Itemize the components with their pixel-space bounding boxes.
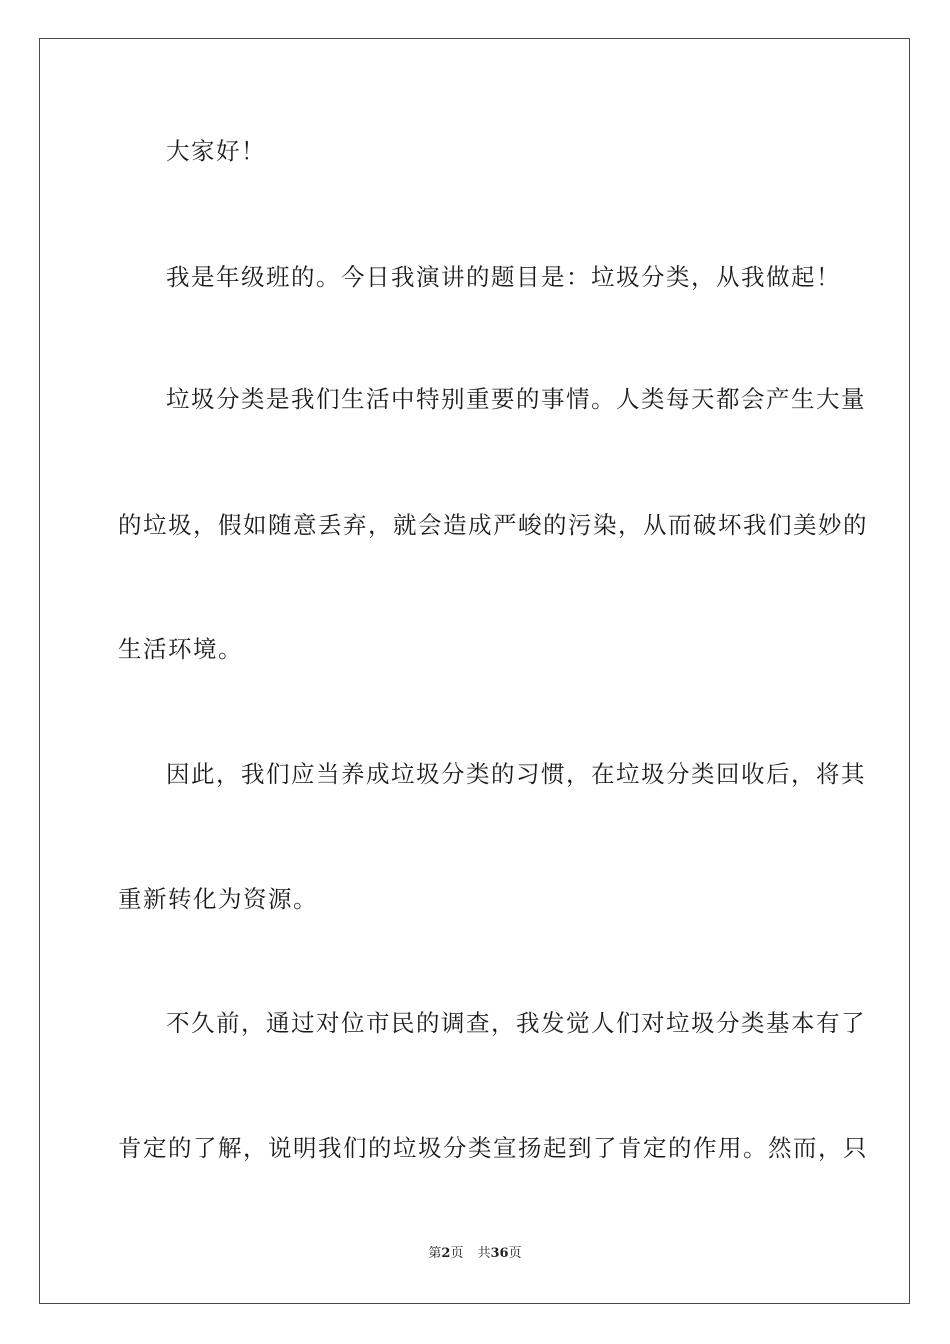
paragraph-line: 不久前，通过对位市民的调查，我发觉人们对垃圾分类基本有了: [166, 1009, 866, 1037]
page-indicator: [428, 1246, 463, 1261]
page-footer: [0, 1246, 950, 1262]
page-prefix: 第: [428, 1246, 442, 1261]
page-number: 2: [441, 1246, 451, 1261]
total-pages: 36: [490, 1246, 509, 1261]
paragraph-line: 大家好！: [166, 137, 266, 165]
page-suffix: 页: [450, 1246, 464, 1261]
paragraph-line: 生活环境。: [118, 635, 243, 663]
total-prefix: 共: [477, 1246, 491, 1261]
paragraph-line: 因此，我们应当养成垃圾分类的习惯，在垃圾分类回收后，将其: [166, 760, 866, 788]
paragraph-line: 的垃圾，假如随意丢弃，就会造成严峻的污染，从而破坏我们美妙的: [118, 511, 868, 539]
page-border: [39, 38, 910, 1304]
paragraph-line: 我是年级班的。今日我演讲的题目是：垃圾分类，从我做起！: [166, 263, 841, 291]
paragraph-line: 垃圾分类是我们生活中特别重要的事情。人类每天都会产生大量: [166, 385, 866, 413]
paragraph-line: 肯定的了解，说明我们的垃圾分类宣扬起到了肯定的作用。然而，只: [118, 1134, 868, 1162]
paragraph-line: 重新转化为资源。: [118, 885, 318, 913]
total-suffix: 页: [508, 1246, 522, 1261]
total-pages-indicator: [477, 1246, 521, 1261]
